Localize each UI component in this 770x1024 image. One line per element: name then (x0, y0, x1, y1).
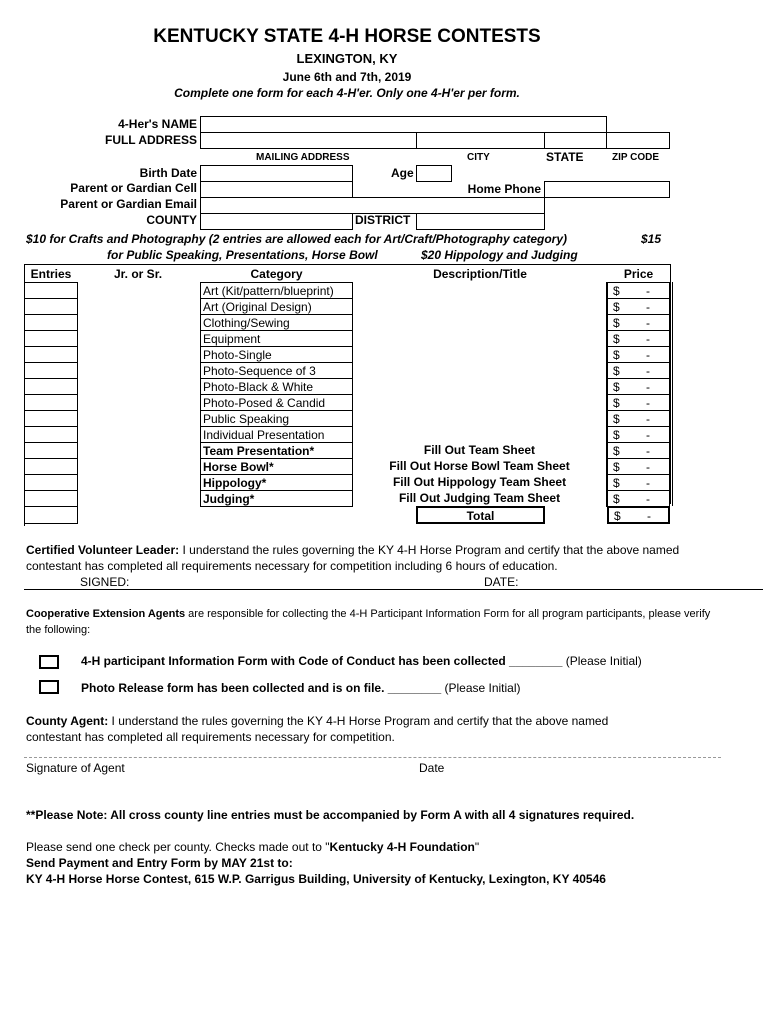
entries-cell[interactable] (24, 410, 78, 427)
agents-statement (26, 606, 712, 638)
agent-date-label: Date (419, 761, 445, 775)
category-label: Art (Kit/pattern/blueprint) (203, 284, 334, 298)
description-cell[interactable] (353, 346, 607, 363)
zip-label: ZIP CODE (612, 152, 660, 163)
agent-signature-label: Signature of Agent (26, 761, 125, 775)
fee-line-2a: for Public Speaking, Presentations, Horse Bowl (107, 248, 378, 262)
jr-sr-cell[interactable] (77, 442, 201, 459)
price-amount: - (646, 332, 650, 346)
price-cell (607, 394, 670, 411)
description-cell[interactable] (353, 282, 607, 299)
category-label: Art (Original Design) (203, 300, 312, 314)
cell-label: Parent or Gardian Cell (70, 181, 197, 195)
price-currency: $ (613, 412, 620, 426)
agents-bold: Cooperative Extension Agents (26, 608, 186, 620)
description-cell[interactable] (353, 426, 607, 443)
price-amount: - (646, 476, 650, 490)
entries-cell[interactable] (24, 378, 78, 395)
price-currency: $ (613, 396, 620, 410)
price-amount: - (646, 492, 650, 506)
header-description: Description/Title (433, 267, 527, 281)
home-phone-input[interactable] (544, 181, 670, 198)
email-input[interactable] (200, 197, 545, 214)
volunteer-statement (26, 542, 686, 574)
check-info-form-note: (Please Initial) (562, 654, 642, 668)
agent-signature-line[interactable] (24, 757, 721, 758)
county-agent-statement (26, 713, 626, 745)
payment-payee: Kentucky 4-H Foundation (329, 840, 475, 854)
birth-date-label: Birth Date (139, 166, 197, 180)
price-currency: $ (613, 364, 620, 378)
description-cell[interactable] (353, 314, 607, 331)
fee-price-15: $15 (641, 232, 662, 246)
description-text: Fill Out Horse Bowl Team Sheet (389, 459, 570, 473)
total-label-cell (416, 506, 545, 524)
description-cell[interactable] (353, 378, 607, 395)
jr-sr-cell[interactable] (77, 474, 201, 491)
price-amount: - (646, 412, 650, 426)
total-amount: - (647, 509, 651, 523)
category-cell (200, 474, 353, 491)
payment-line-1 (26, 840, 479, 854)
description-text: Fill Out Team Sheet (423, 443, 536, 457)
category-label: Individual Presentation (203, 428, 325, 442)
signed-line[interactable] (24, 589, 763, 590)
check-info-form-box[interactable] (39, 655, 59, 669)
district-input[interactable] (416, 213, 545, 230)
form-title: KENTUCKY STATE 4-H HORSE CONTESTS (153, 26, 541, 47)
header-jr-sr: Jr. or Sr. (114, 267, 163, 281)
county-line-note: **Please Note: All cross county line entries must be accompanied by Form A with all 4 signatures required. (26, 808, 635, 822)
check-photo-release-text (81, 681, 521, 695)
form-dates: June 6th and 7th, 2019 (282, 70, 412, 84)
category-label: Photo-Single (203, 348, 272, 362)
price-currency: $ (613, 460, 620, 474)
price-currency: $ (613, 284, 620, 298)
price-amount: - (646, 396, 650, 410)
price-amount: - (646, 316, 650, 330)
price-currency: $ (613, 492, 620, 506)
jr-sr-cell[interactable] (77, 426, 201, 443)
price-cell (607, 490, 670, 507)
category-cell (200, 394, 353, 411)
signed-label: SIGNED: (80, 575, 130, 589)
category-label: Clothing/Sewing (203, 316, 290, 330)
entries-cell[interactable] (24, 314, 78, 331)
entries-cell[interactable] (24, 362, 78, 379)
entries-cell[interactable] (24, 346, 78, 363)
price-cell (607, 426, 670, 443)
description-cell[interactable] (353, 442, 607, 459)
jr-sr-cell[interactable] (77, 346, 201, 363)
category-label: Team Presentation* (203, 444, 315, 458)
age-input[interactable] (416, 165, 452, 182)
category-cell (200, 442, 353, 459)
entries-cell[interactable] (24, 282, 78, 299)
category-label: Photo-Posed & Candid (203, 396, 326, 410)
jr-sr-cell[interactable] (77, 362, 201, 379)
price-cell (607, 314, 670, 331)
jr-sr-cell[interactable] (77, 378, 201, 395)
price-currency: $ (613, 444, 620, 458)
county-label: COUNTY (146, 213, 197, 227)
category-label: Photo-Black & White (203, 380, 314, 394)
name-input[interactable] (200, 116, 607, 133)
payment-post: " (474, 840, 480, 854)
price-cell (607, 330, 670, 347)
payment-pre: Please send one check per county. Checks made out to " (26, 840, 330, 854)
city-input[interactable] (416, 132, 545, 149)
mailing-address-label: MAILING ADDRESS (256, 152, 350, 163)
cell-input[interactable] (200, 181, 353, 198)
form-location: LEXINGTON, KY (296, 51, 398, 66)
age-label: Age (391, 166, 414, 180)
price-cell (607, 362, 670, 379)
category-cell (200, 378, 353, 395)
mailing-address-input[interactable] (200, 132, 417, 149)
name-label: 4-Her's NAME (118, 117, 197, 131)
check-photo-release-note: (Please Initial) (441, 681, 521, 695)
price-amount: - (646, 380, 650, 394)
price-cell (607, 458, 670, 475)
price-currency: $ (613, 300, 620, 314)
fee-line-2b: $20 Hippology and Judging (421, 248, 578, 262)
state-input[interactable] (544, 132, 607, 149)
description-cell[interactable] (353, 474, 607, 491)
price-cell (607, 442, 670, 459)
district-label: DISTRICT (355, 213, 411, 227)
entries-cell[interactable] (24, 474, 78, 491)
jr-sr-cell[interactable] (77, 394, 201, 411)
description-cell[interactable] (353, 362, 607, 379)
address-label: FULL ADDRESS (104, 133, 197, 147)
category-cell (200, 362, 353, 379)
volunteer-date-label: DATE: (484, 575, 519, 589)
price-currency: $ (613, 476, 620, 490)
category-label: Horse Bowl* (203, 460, 274, 474)
jr-sr-cell[interactable] (77, 458, 201, 475)
total-currency: $ (614, 509, 621, 523)
entries-cell[interactable] (24, 490, 78, 507)
jr-sr-cell[interactable] (77, 282, 201, 299)
header-category: Category (250, 267, 303, 281)
jr-sr-cell[interactable] (77, 314, 201, 331)
birth-date-input[interactable] (200, 165, 353, 182)
county-agent-bold: County Agent: (26, 714, 109, 728)
category-cell (200, 298, 353, 315)
price-currency: $ (613, 316, 620, 330)
entries-cell[interactable] (24, 298, 78, 315)
total-price-cell (607, 506, 670, 524)
category-cell (200, 458, 353, 475)
category-cell (200, 330, 353, 347)
agents-text: are responsible for collecting the 4-H Participant Information Form for all program participants, please verify the following: (26, 608, 711, 636)
category-cell (200, 410, 353, 427)
description-cell[interactable] (353, 394, 607, 411)
price-amount: - (646, 444, 650, 458)
description-cell[interactable] (353, 458, 607, 475)
jr-sr-cell[interactable] (77, 330, 201, 347)
total-label: Total (466, 509, 495, 523)
description-cell[interactable] (353, 330, 607, 347)
category-cell (200, 314, 353, 331)
volunteer-bold: Certified Volunteer Leader: (26, 543, 180, 557)
price-amount: - (646, 348, 650, 362)
entries-cell[interactable] (24, 458, 78, 475)
fee-line-1: $10 for Crafts and Photography (2 entries are allowed each for Art/Craft/Photography category) (26, 232, 568, 246)
price-currency: $ (613, 380, 620, 394)
entries-cell[interactable] (24, 394, 78, 411)
check-info-form-bold: 4-H participant Information Form with Code of Conduct has been collected ________ (81, 654, 563, 668)
price-currency: $ (613, 332, 620, 346)
category-cell (200, 282, 353, 299)
entries-cell[interactable] (24, 426, 78, 443)
category-label: Hippology* (203, 476, 267, 490)
county-input[interactable] (200, 213, 353, 230)
price-cell (607, 298, 670, 315)
category-label: Judging* (203, 492, 255, 506)
category-cell (200, 346, 353, 363)
total-entries-cell[interactable] (24, 506, 78, 524)
form-instruction: Complete one form for each 4-H'er. Only one 4-H'er per form. (174, 86, 520, 100)
category-label: Equipment (203, 332, 261, 346)
price-currency: $ (613, 428, 620, 442)
category-cell (200, 490, 353, 507)
check-photo-release-box[interactable] (39, 680, 59, 694)
volunteer-text: I understand the rules governing the KY 4-H Horse Program and certify that the above named contestant has completed all requirements necessary for competition including 6 hours of education. (26, 543, 680, 573)
price-currency: $ (613, 348, 620, 362)
price-cell (607, 410, 670, 427)
state-label: STATE (546, 150, 584, 164)
home-phone-label: Home Phone (467, 182, 541, 196)
city-label: CITY (467, 152, 490, 163)
header-entries: Entries (30, 267, 72, 281)
county-agent-text: I understand the rules governing the KY 4-H Horse Program and certify that the above named contestant has completed all requirements necessary for competition. (26, 714, 609, 744)
description-text: Fill Out Judging Team Sheet (398, 491, 561, 505)
check-photo-release-bold: Photo Release form has been collected and is on file. ________ (81, 681, 442, 695)
description-text: Fill Out Hippology Team Sheet (392, 475, 567, 489)
price-amount: - (646, 460, 650, 474)
check-info-form-text (81, 654, 642, 668)
price-amount: - (646, 284, 650, 298)
jr-sr-cell[interactable] (77, 490, 201, 507)
description-cell[interactable] (353, 490, 607, 507)
price-cell (607, 474, 670, 491)
price-amount: - (646, 300, 650, 314)
entries-cell[interactable] (24, 442, 78, 459)
zip-input[interactable] (606, 132, 670, 149)
category-label: Photo-Sequence of 3 (203, 364, 316, 378)
header-price: Price (623, 267, 654, 281)
price-cell (607, 282, 670, 299)
description-cell[interactable] (353, 298, 607, 315)
payment-address: KY 4-H Horse Horse Contest, 615 W.P. Garrigus Building, University of Kentucky, Lexington, KY 40546 (26, 872, 606, 886)
price-amount: - (646, 428, 650, 442)
payment-deadline: Send Payment and Entry Form by MAY 21st to: (26, 856, 293, 870)
email-label: Parent or Gardian Email (60, 197, 197, 211)
price-cell (607, 378, 670, 395)
jr-sr-cell[interactable] (77, 298, 201, 315)
description-cell[interactable] (353, 410, 607, 427)
price-cell (607, 346, 670, 363)
entries-cell[interactable] (24, 330, 78, 347)
price-amount: - (646, 364, 650, 378)
category-cell (200, 426, 353, 443)
jr-sr-cell[interactable] (77, 410, 201, 427)
category-label: Public Speaking (203, 412, 290, 426)
